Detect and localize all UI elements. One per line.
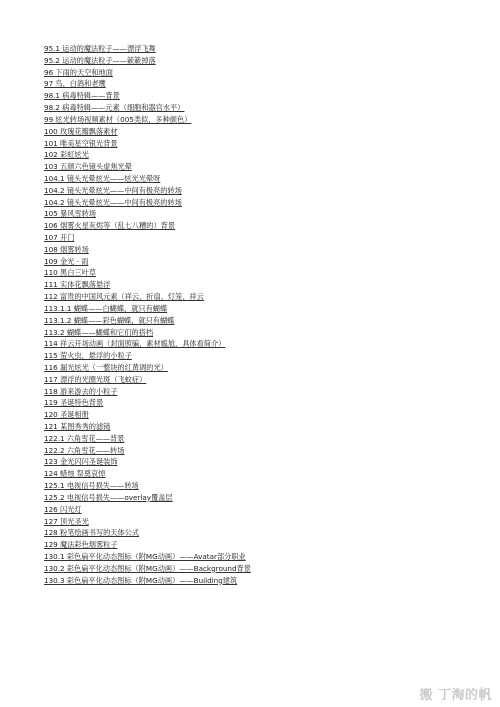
entry-link[interactable]: 126 闪光灯: [44, 504, 82, 514]
entry-link[interactable]: 125.2 电视信号损失——overlay覆盖层: [44, 492, 173, 502]
list-item: [44, 161, 464, 173]
list-item: [44, 480, 464, 492]
entry-link[interactable]: 130.2 彩色扁平化动态图标（附MG动画）——Background背景: [44, 563, 251, 573]
list-item: [44, 386, 464, 398]
list-item: [44, 409, 464, 421]
list-item: [44, 220, 464, 232]
list-item: [44, 456, 464, 468]
entry-link[interactable]: 104.1 镜头光晕炫光——炫光光晕呀: [44, 173, 161, 183]
entry-link[interactable]: 127 顶光圣光: [44, 516, 89, 526]
entry-link[interactable]: 130.3 彩色扁平化动态图标（附MG动画）——Building建筑: [44, 575, 238, 585]
list-item: [44, 468, 464, 480]
entry-link[interactable]: 107 开门: [44, 233, 75, 242]
entry-link[interactable]: 103 五颜六色镜头虚焦光晕: [44, 162, 132, 172]
entry-link[interactable]: 105 暴风雪转场: [44, 209, 96, 219]
list-item: [44, 433, 464, 445]
list-item: [44, 362, 464, 374]
entry-link[interactable]: 115 萤火虫，悬浮的小粒子: [44, 351, 132, 361]
entry-link[interactable]: 130.1 彩色扁平化动态图标（附MG动画）——Avatar部分职业: [44, 551, 246, 561]
entry-link[interactable]: 112 富贵的中国风元素（祥云、折扇、灯笼、祥云: [44, 292, 204, 302]
list-item: [44, 197, 464, 209]
entry-link[interactable]: 106 烟雾火星灰烬等（乱七八糟的）背景: [44, 221, 176, 231]
list-item: [44, 43, 464, 55]
list-item: [44, 397, 464, 409]
list-item: [44, 338, 464, 350]
entry-link[interactable]: 104.2 镜头光晕炫光——中间有极亮的转场: [44, 185, 182, 195]
list-item: [44, 149, 464, 161]
entry-link[interactable]: 113.1.1 蝴蝶——白蝴蝶，就只有蝴蝶: [44, 303, 168, 313]
entry-link[interactable]: 111 实体花飘落悬浮: [44, 280, 111, 290]
entry-link[interactable]: 129 魔法彩色烟雾粒子: [44, 540, 118, 550]
list-item: [44, 208, 464, 220]
list-item: [44, 492, 464, 504]
entry-link[interactable]: 113.1.2 蝴蝶——彩色蝴蝶，就只有蝴蝶: [44, 315, 175, 325]
entry-link[interactable]: 109 金光 · 雨: [44, 256, 89, 266]
list-item: [44, 551, 464, 563]
list-item: [44, 67, 464, 79]
entry-link[interactable]: 95.2 运动的魔法粒子——簌簌掉落: [44, 55, 156, 65]
entry-link[interactable]: 116 漏光炫光（一整块的红黄调的光）: [44, 362, 168, 372]
list-item: [44, 374, 464, 386]
list-item: [44, 315, 464, 327]
entry-link[interactable]: 114 祥云开场动画（封面照骗，素材尴尬，具体看简介）: [44, 339, 226, 349]
list-item: [44, 185, 464, 197]
entry-link[interactable]: 119 圣诞特色背景: [44, 398, 104, 408]
list-item: [44, 575, 464, 587]
list-item: [44, 516, 464, 528]
entry-link[interactable]: 100 玫瑰花瓣飘落素材: [44, 126, 118, 136]
list-item: [44, 232, 464, 244]
list-item: [44, 138, 464, 150]
list-item: [44, 256, 464, 268]
list-item: [44, 527, 464, 539]
list-item: [44, 350, 464, 362]
entry-link[interactable]: 97 鸟，白鸽和老鹰: [44, 79, 106, 89]
entry-link[interactable]: 98.2 病毒特辑——元素（细胞和器官水平）: [44, 103, 185, 113]
list-item: [44, 445, 464, 457]
entry-link[interactable]: 122.1 六角雪花——背景: [44, 433, 125, 443]
entry-link[interactable]: 101 唯美星空银光背景: [44, 138, 118, 148]
list-item: [44, 504, 464, 516]
entry-link[interactable]: 108 烟雾转场: [44, 244, 89, 254]
list-item: [44, 539, 464, 551]
list-item: [44, 244, 464, 256]
entry-link[interactable]: 96 下雨的天空和地面: [44, 67, 113, 77]
entry-link[interactable]: 124 蜡烛 祭奠哀悼: [44, 469, 106, 479]
entry-link[interactable]: 102 彩虹炫光: [44, 150, 89, 160]
entry-link[interactable]: 121 某图秀秀的滤镜: [44, 422, 111, 431]
entry-link[interactable]: 110 黑白三叶草: [44, 268, 96, 278]
entry-link[interactable]: 98.1 病毒特辑——背景: [44, 91, 120, 101]
list-item: [44, 78, 464, 90]
entry-link[interactable]: 128 粉笔绘画书写的天体公式: [44, 528, 140, 538]
entry-link[interactable]: 95.1 运动的魔法粒子——漂浮飞舞: [44, 44, 156, 53]
list-item: [44, 563, 464, 575]
entry-link[interactable]: 122.2 六角雪花——转场: [44, 445, 125, 455]
list-item: [44, 327, 464, 339]
entry-link[interactable]: 117 漂浮的光圈光斑（飞蚊症）: [44, 374, 147, 384]
list-item: [44, 421, 464, 433]
list-item: [44, 126, 464, 138]
list-item: [44, 102, 464, 114]
entry-link[interactable]: 118 游来游去的小粒子: [44, 386, 118, 396]
list-item: [44, 173, 464, 185]
list-item: [44, 303, 464, 315]
entry-link[interactable]: 113.2 蝴蝶——蝴蝶和它们的搭档: [44, 327, 154, 337]
watermark: 搬 丁淘的帆: [419, 688, 492, 703]
entry-link[interactable]: 123 金光闪闪圣诞装饰: [44, 457, 118, 467]
list-item: [44, 279, 464, 291]
entry-link[interactable]: 125.1 电视信号损失——转场: [44, 481, 139, 491]
list-item: [44, 291, 464, 303]
entry-link[interactable]: 104.2 镜头光晕炫光——中间有极亮的转场: [44, 197, 182, 207]
list-item: [44, 55, 464, 67]
entry-link[interactable]: 120 圣诞相册: [44, 410, 89, 420]
list-item: [44, 267, 464, 279]
entry-list: [44, 43, 464, 586]
list-item: [44, 90, 464, 102]
entry-link[interactable]: 99 炫光转场视频素材（005类似，多种颜色）: [44, 114, 192, 124]
list-item: [44, 114, 464, 126]
